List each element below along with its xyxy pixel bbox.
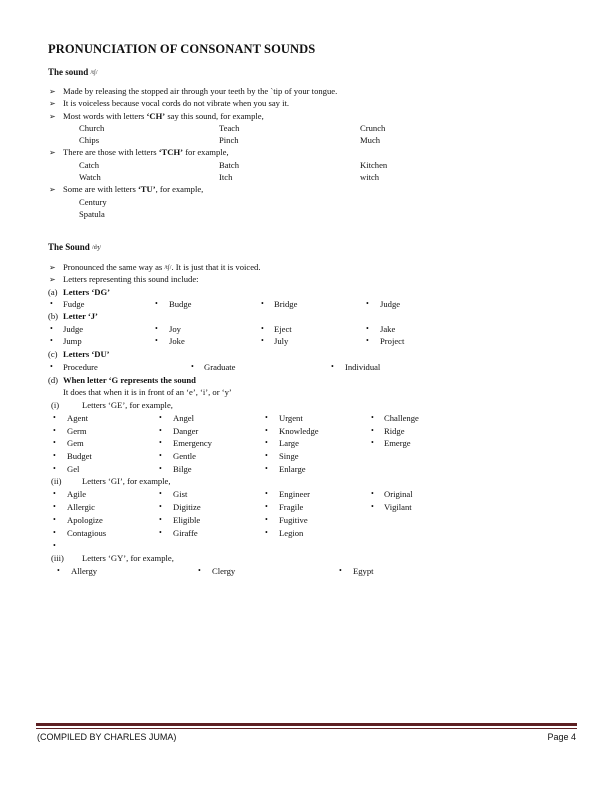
bullet-icon: • [159,413,162,422]
bullet-icon: • [265,451,268,460]
bullet-icon: • [53,502,56,511]
example-word: Germ [67,426,87,436]
arrow-bullet-icon: ➢ [49,99,56,108]
example-word: Chips [79,135,100,145]
example-word: Budge [169,299,192,309]
bullet-icon: • [53,515,56,524]
example-word: Original [384,489,413,499]
example-word: Enlarge [279,464,306,474]
example-word: Digitize [173,502,201,512]
bullet-icon: • [57,566,60,575]
example-word: Graduate [204,362,236,372]
list-label: (d) [48,375,59,385]
page-title: PRONUNCIATION OF CONSONANT SOUNDS [48,42,316,56]
arrow-bullet-icon: ➢ [49,87,56,96]
arrow-bullet-icon: ➢ [49,275,56,284]
bullet-icon: • [159,502,162,511]
example-word: Gist [173,489,188,499]
example-word: Vigilant [384,502,412,512]
bullet-icon: • [53,489,56,498]
bullet-icon: • [155,336,158,345]
bullet-icon: • [53,413,56,422]
point-text: Made by releasing the stopped air through your teeth by the `tip of your tongue. [63,86,338,96]
example-word: Joy [169,324,181,334]
bullet-icon: • [191,362,194,371]
example-word: Ridge [384,426,405,436]
example-word: witch [360,172,380,182]
subsection-title: Letters ‘DG’ [63,287,111,297]
example-word: Emergency [173,438,212,448]
example-word: Singe [279,451,299,461]
footer-credit: (COMPILED BY CHARLES JUMA) [37,732,177,742]
bullet-icon: • [265,528,268,537]
example-word: Procedure [63,362,98,372]
example-word: Jump [63,336,82,346]
bullet-icon: • [155,299,158,308]
point-text: There are those with letters ‘TCH’ for example, [63,147,229,157]
example-word: Judge [63,324,84,334]
bullet-icon: • [339,566,342,575]
example-word: Bilge [173,464,192,474]
bullet-icon: • [265,413,268,422]
bullet-icon: • [159,451,162,460]
example-word: Allergy [71,566,98,576]
example-word: Danger [173,426,199,436]
footer-rule-thin [36,728,577,729]
bullet-icon: • [265,502,268,511]
example-word: Kitchen [360,160,388,170]
bullet-icon: • [366,336,369,345]
bullet-icon: • [53,438,56,447]
subsection-title: When letter ‘G represents the sound [63,375,196,385]
bullet-icon: • [265,426,268,435]
example-word: Fragile [279,502,304,512]
example-word: Allergic [67,502,96,512]
list-label: (b) [48,311,59,321]
example-word: Gentle [173,451,196,461]
example-word: Itch [219,172,233,182]
arrow-bullet-icon: ➢ [49,148,56,157]
bullet-icon: • [371,426,374,435]
bullet-icon: • [371,489,374,498]
arrow-bullet-icon: ➢ [49,112,56,121]
example-word: Project [380,336,405,346]
example-word: Church [79,123,105,133]
footer-rule-thick [36,723,577,726]
bullet-icon: • [159,464,162,473]
bullet-icon: • [155,324,158,333]
example-word: Watch [79,172,101,182]
bullet-icon: • [371,502,374,511]
bullet-icon: • [265,438,268,447]
example-word: Contagious [67,528,107,538]
example-word: Agent [67,413,89,423]
example-word: Giraffe [173,528,198,538]
bullet-icon: • [53,426,56,435]
example-word: Clergy [212,566,236,576]
bullet-icon: • [265,515,268,524]
example-word: Gel [67,464,80,474]
bullet-icon: • [50,362,53,371]
example-word: Gem [67,438,84,448]
example-word: Apologize [67,515,103,525]
example-word: Knowledge [279,426,319,436]
bullet-icon: • [53,528,56,537]
example-word: Crunch [360,123,386,133]
example-word: Pinch [219,135,239,145]
page-number: Page 4 [547,732,576,742]
bullet-icon: • [366,324,369,333]
point-text: It is voiceless because vocal cords do not vibrate when you say it. [63,98,290,108]
example-word: Fugitive [279,515,308,525]
example-word: Fudge [63,299,85,309]
example-word: Emerge [384,438,411,448]
point-text: Letters representing this sound include: [63,274,199,284]
list-label: (ii) [51,476,62,486]
example-word: Agile [67,489,87,499]
bullet-icon: • [371,413,374,422]
bullet-icon: • [53,464,56,473]
sublist-intro: Letters ‘GE’, for example, [82,400,173,410]
example-word: Teach [219,123,240,133]
point-text: Pronounced the same way as /tʃ/. It is just that it is voiced. [63,262,261,272]
list-label: (i) [51,400,60,410]
section-heading-tch: The sound /tʃ/ [48,67,98,77]
arrow-bullet-icon: ➢ [49,263,56,272]
bullet-icon: • [53,541,56,550]
bullet-icon: • [50,336,53,345]
example-word: Spatula [79,209,105,219]
point-text: Most words with letters ‘CH’ say this sound, for example, [63,111,264,121]
example-word: Urgent [279,413,303,423]
note-text: It does that when it is in front of an ‘e’, ‘i’, or ‘y’ [63,387,232,397]
example-word: Challenge [384,413,419,423]
bullet-icon: • [265,489,268,498]
example-word: Batch [219,160,240,170]
list-label: (c) [48,349,58,359]
example-word: Eligible [173,515,201,525]
subsection-title: Letter ‘J’ [63,311,98,321]
example-word: Eject [274,324,292,334]
section-heading-dg: The Sound /dʒ/ [48,242,102,252]
example-word: Large [279,438,299,448]
example-word: Egypt [353,566,374,576]
example-word: Century [79,197,107,207]
phonetic-symbol: /dʒ/ [92,245,102,251]
example-word: Judge [380,299,401,309]
bullet-icon: • [159,489,162,498]
bullet-icon: • [198,566,201,575]
example-word: Legion [279,528,304,538]
bullet-icon: • [261,324,264,333]
example-word: Angel [173,413,195,423]
example-word: Catch [79,160,100,170]
bullet-icon: • [331,362,334,371]
list-label: (a) [48,287,58,297]
example-word: July [274,336,289,346]
example-word: Individual [345,362,381,372]
bullet-icon: • [366,299,369,308]
example-word: Bridge [274,299,298,309]
bullet-icon: • [265,464,268,473]
example-word: Much [360,135,381,145]
example-word: Engineer [279,489,311,499]
bullet-icon: • [50,299,53,308]
list-label: (iii) [51,553,64,563]
bullet-icon: • [159,515,162,524]
bullet-icon: • [261,299,264,308]
bullet-icon: • [159,438,162,447]
bullet-icon: • [53,451,56,460]
subsection-title: Letters ‘DU’ [63,349,110,359]
bullet-icon: • [50,324,53,333]
phonetic-symbol: /tʃ/ [90,70,98,76]
point-text: Some are with letters ‘TU’, for example, [63,184,204,194]
bullet-icon: • [261,336,264,345]
sublist-intro: Letters ‘GI’, for example, [82,476,171,486]
bullet-icon: • [159,426,162,435]
bullet-icon: • [371,438,374,447]
example-word: Joke [169,336,185,346]
example-word: Budget [67,451,92,461]
example-word: Jake [380,324,396,334]
sublist-intro: Letters ‘GY’, for example, [82,553,174,563]
arrow-bullet-icon: ➢ [49,185,56,194]
bullet-icon: • [159,528,162,537]
